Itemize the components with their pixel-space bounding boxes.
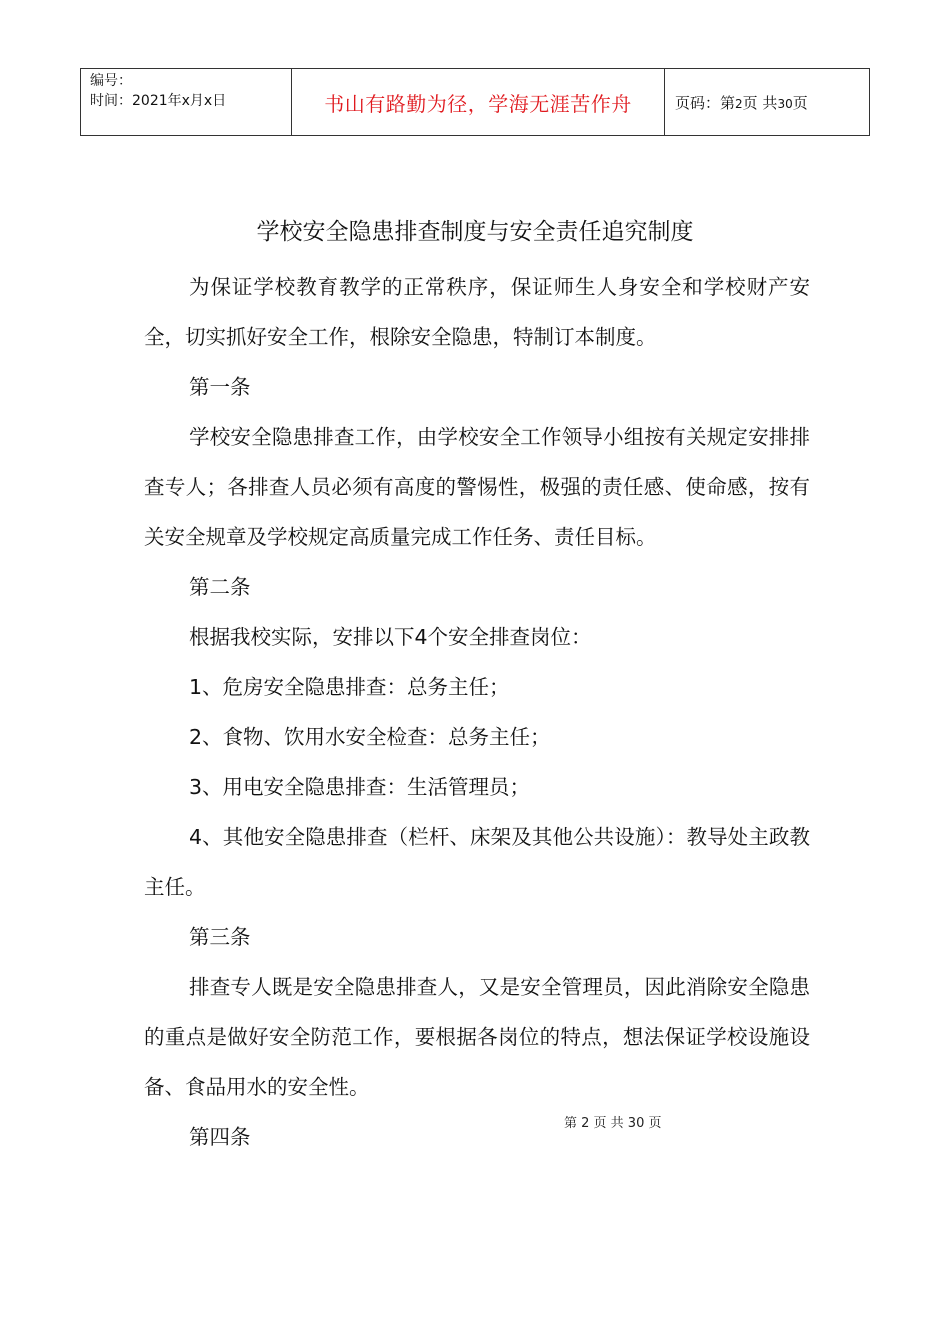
list-item: 1、危房安全隐患排查：总务主任； [189,675,510,699]
list-item: 4、其他安全隐患排查（栏杆、床架及其他公共设施）：教导处主政教主任。 [144,825,810,899]
article-heading-4: 第四条 [189,1125,251,1149]
document-title: 学校安全隐患排查制度与安全责任追究制度 [256,219,694,245]
page-total: 30 [777,96,793,111]
page-label-prefix: 页码：第 [675,93,736,112]
header-motto-cell [292,69,665,136]
article-heading-2: 第二条 [189,575,251,599]
page-label-suffix: 页 [792,93,808,112]
header-table [80,68,870,136]
paragraph-article-1: 学校安全隐患排查工作，由学校安全工作领导小组按有关规定安排排查专人；各排查人员必须有高度的警惕性，极强的责任感、使命感，按有关安全规章及学校规定高质量完成工作任务、责任目标。 [144,425,810,549]
paragraph-article-2: 根据我校实际，安排以下4个安全排查岗位： [189,625,592,649]
list-item: 3、用电安全隐患排查：生活管理员； [189,775,531,799]
header-page-cell [665,69,870,136]
motto-text: 书山有路勤为径，学海无涯苦作舟 [324,91,632,116]
page-label-mid: 页 共 [742,93,778,112]
page-current: 2 [735,96,743,111]
paragraph-article-3: 排查专人既是安全隐患排查人，又是安全管理员，因此消除安全隐患的重点是做好安全防范工作，要根据各岗位的特点，想法保证学校设施设备、食品用水的安全性。 [144,975,810,1099]
paragraph-intro: 为保证学校教育教学的正常秩序，保证师生人身安全和学校财产安全，切实抓好安全工作，根除安全隐患，特制订本制度。 [144,275,810,349]
number-label: 编号： [90,73,132,89]
header-meta-cell [81,69,292,136]
list-item: 2、食物、饮用水安全检查：总务主任； [189,725,551,749]
time-label: 时间：2021年x月x日 [90,93,227,109]
document-body [144,262,810,1162]
page-footer-note: 第 2 页 共 30 页 [564,1116,662,1131]
article-heading-1: 第一条 [189,375,251,399]
article-heading-3: 第三条 [189,925,251,949]
